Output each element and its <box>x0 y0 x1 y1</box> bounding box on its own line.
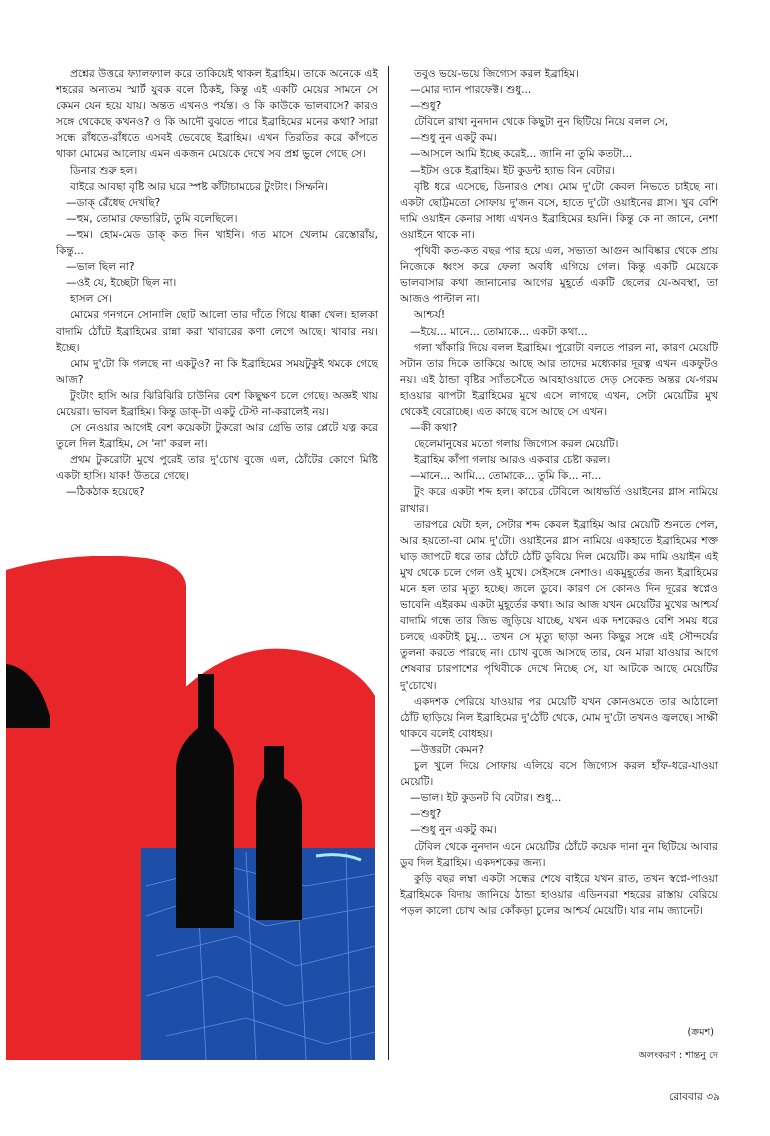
paragraph: তবুও ভয়ে-ভয়ে জিগ্যেস করল ইব্রাহিম। <box>414 68 580 80</box>
paragraph: টেবিলে রাখা নুনদান থেকে কিছুটা নুন ছিটিয়ে নিয়ে বলল সে, <box>414 116 669 129</box>
dialogue-line: —মানে... আমি... তোমাকে... তুমি কি... না... <box>410 470 602 483</box>
dialogue-line: —মোর দ্যান পারফেক্ট। শুধু... <box>410 84 532 97</box>
dialogue-line: —ভাল। ইট কুডনট বি বেটার। শুধু... <box>410 792 562 805</box>
paragraph: তারপরে যেটা হল, সেটার শব্দ কেবল ইব্রাহিম আর মেয়েটি শুনতে পেল, আর হয়তো-বা মোম দু'টো। ওয়াইনের গ্লাস নামিয়ে একহাতে ইব্রাহিমের শক্ত ঘাড় জাপটে ধরে তার ঠোঁটে ঠোঁট ডুবিয়ে দিল মেয়েটি। কম দামি ওয়াইন এই মুখ থেকে চলে গেল ওই মুখে। সেইসঙ্গে নেশাও। একমুহূর্তের জন্য ইব্রাহিমের মনে হল তার মৃত্যু হচ্ছে। জলে ডুবে। কারণ সে কোনও দিন দূরের স্বপ্নেও ভাবেনি এইরকম একটা মুহূর্তের কথা। আর আজ যখন মেয়েটির মুখের আশ্চর্য বাদামি গন্ধে তার জিভ জুড়িয়ে যাচ্ছে, যখন এক দশকেরও বেশি সময় ধরে চলছে একটাই চুমু... তখন সে মৃত্যু ছাড়া অন্য কিছুর সঙ্গে এই সৌন্দর্যের তুলনা করতে পারছে না। চোখ বুজে আসছে তার, যেন মারা যাওয়ার আগে শেষবার চারপাশের পৃথিবীকে দেখে নিচ্ছে সে, যা আটকে আছে মেয়েটির দু'চোখে। <box>400 518 718 692</box>
paragraph: ডিনার শুরু হল। <box>70 164 138 177</box>
dialogue-line: —হুম, তোমার ফেভারিট, তুমি বলেছিলে। <box>66 212 238 225</box>
dialogue-line: —ডাক্ রেঁধেছ দেখছি? <box>66 196 161 209</box>
paragraph: ছেলেমানুষের মতো গলায় জিগ্যেস করল মেয়েটি। <box>414 438 619 451</box>
illustration-credit: অলংকরণ : শান্তনু দে <box>638 1050 718 1061</box>
paragraph: প্রথম টুকরোটা মুখে পুরেই তার দু'চোখ বুজে এল, ঠোঁটের কোণে মিষ্টি একটা হাসি। যাক! উতরে গেছে। <box>56 454 378 483</box>
page-number: রোববার ৩৯ <box>668 1091 720 1103</box>
paragraph: প্রশ্নের উত্তরে ফ্যালফ্যাল করে তাকিয়েই থাকল ইব্রাহিম। তাকে অনেকে এই শহরের অন্যতম স্মার্ট যুবক বলে ঠিকই, কিন্তু এই একটি মেয়ের সামনে সে কেমন যেন হয়ে যায়। অন্তত এখনও পর্যন্ত। ও কি কাউকে ভালবাসে? কারও সঙ্গে থেকেছে কখনও? ও কি আদৌ বুঝতে পারে ইব্রাহিমের মনের কথা? সারা সন্ধে রাঁধতে-রাঁধতে এসবই ভেবেছে ইব্রাহিম। এখন তিরতির করে কাঁপতে থাকা মোমের আলোয় এমন একজন মেয়েকে দেখে সব প্রশ্ন ভুলে গেছে সে। <box>56 68 378 161</box>
dialogue-line: —শুধু নুন একটু কম। <box>410 824 497 837</box>
paragraph: বাইরে আবছা বৃষ্টি আর ঘরে স্পষ্ট কাঁটাচামচের টুংটাং। সিম্ফনি। <box>70 180 329 193</box>
dialogue-line: —ইয়ে... মানে... তোমাকে... একটা কথা... <box>410 325 588 338</box>
paragraph: পৃথিবী কত-কত বছর পার হয়ে এল, সভ্যতা আগুন আবিষ্কার থেকে প্রায় নিজেকে ধ্বংস করে ফেলা অবধি এগিয়ে গেল। কিন্তু একটি মেয়েকে ভালবাসার কথা জানানোর আগের মুহূর্তে একটি ছেলের যে-অবস্থা, তা আজও পাল্টাল না। <box>400 245 718 306</box>
paragraph: কুড়ি বছর লম্বা একটা সন্ধের শেষে বাইরে যখন রাত, তখন স্বপ্নে-পাওয়া ইব্রাহিমকে বিদায় জানিয়ে ঠান্ডা হাওয়ার এডিনবরা শহরের রাস্তায় বেরিয়ে পড়ল কালো চোখ আর কোঁকড়া চুলের আশ্চর্য মেয়েটি। যার নাম জ্যানেট। <box>400 872 718 917</box>
continued-note: (ক্রমশ) <box>687 1027 714 1038</box>
dialogue-line: —উত্তরটা কেমন? <box>410 743 484 756</box>
dialogue-line: —শুধু? <box>410 808 442 821</box>
paragraph: টুং করে একটা শব্দ হল। কাচের টেবিলে আধভর্তি ওয়াইনের গ্লাস নামিয়ে রাখার। <box>400 486 718 515</box>
dialogue-line: —শুধু নুন একটু কম। <box>410 132 497 145</box>
right-column <box>400 66 718 919</box>
left-column <box>56 66 378 501</box>
paragraph: সে নেওয়ার আগেই বেশ কয়েকটা টুকরো আর গ্রেভি তার প্লেটে যত্ন করে তুলে দিল ইব্রাহিম, সে 'না' করল না। <box>56 422 378 451</box>
dialogue-line: —ভাল ছিল না? <box>66 261 135 274</box>
paragraph: আশ্চর্য! <box>414 309 446 322</box>
paragraph: গলা খাঁকারি দিয়ে বলল ইব্রাহিম। পুরোটা বলতে পারল না, কারণ মেয়েটি সটান তার দিকে তাকিয়ে আছে আর তাদের মধ্যেকার দূরত্ব এখন একফুটও নয়। এই ঠান্ডা বৃষ্টির স্যাঁতসেঁতে আবহাওয়াতে দেড় সেকেন্ড অন্তর যে-গরম হাওয়ার ঝাপটা ইব্রাহিমের মুখে এসে লাগছে এখন, সেটা মেয়েটির মুখ থেকেই বেরোচ্ছে। এত কাছে বসে আছে সে এখন। <box>400 341 718 418</box>
dialogue-line: —কী কথা? <box>410 422 458 435</box>
illustration <box>6 556 375 1060</box>
dialogue-line: —ওই যে, ইচ্ছেটা ছিল না। <box>66 277 177 290</box>
paragraph: মোমের গনগনে সোনালি ছোট আলো তার দাঁতে গিয়ে ধাক্কা খেল। হালকা বাদামি ঠোঁটে ইব্রাহিমের রান্না করা খাবারের কণা লেগে আছে। খাবার নয়। ইচ্ছে। <box>56 309 378 354</box>
paragraph: টেবিল থেকে নুনদান এনে মেয়েটির ঠোঁটে কয়েক দানা নুন ছিটিয়ে আবার ডুব দিল ইব্রাহিম। একদশকের জন্য। <box>400 840 718 869</box>
paragraph: হাসল সে। <box>70 293 112 306</box>
dialogue-line: —আসলে আমি ইচ্ছে করেই... জানি না তুমি কতটা... <box>410 148 633 161</box>
paragraph: একদশক পেরিয়ে যাওয়ার পর মেয়েটি যখন কোনওমতে তার আঠালো ঠোঁট ছাড়িয়ে নিল ইব্রাহিমের দু'ঠোঁট থেকে, মোম দু'টো তখনও জ্বলছে। সাক্ষী থাকবে বলেই বোধহয়। <box>400 695 718 740</box>
paragraph: টুংটাং হাসি আর ঝিরিঝিরি চাউনির বেশ কিছুক্ষণ চলে গেছে। অজ্ঞই খায় মেয়েরা। ভাবল ইব্রাহিম। কিন্তু ডাক্-টা একটু টেস্ট না-করালেই নয়। <box>56 389 378 418</box>
dialogue-line: —ঠিকঠাক হয়েছে? <box>66 486 145 499</box>
paragraph: মোম দু'টো কি গলছে না একটুও? না কি ইব্রাহিমের সময়টুকুই থমকে গেছে আজ? <box>56 357 378 386</box>
paragraph: বৃষ্টি ধরে এসেছে, ডিনারও শেষ। মোম দু'টো কেবল নিভতে চাইছে না। একটা ছোট্টমতো সোফায় দু'জন বসে, হাতে দু'টো ওয়াইনের গ্লাস। খুব বেশি দামি ওয়াইন কেনার সাধ্য এখনও ইব্রাহিমের হয়নি। কিন্তু কে না জানে, নেশা ওয়াইনে থাকে না। <box>400 180 718 241</box>
dialogue-line: —ইটস ওকে ইব্রাহিম। ইট কুডন্ট হ্যাভ বিন বেটার। <box>410 164 615 177</box>
paragraph: ইব্রাহিম কাঁপা গলায় আরও একবার চেষ্টা করল। <box>414 454 611 467</box>
dialogue-line: —হুম। হোম-মেড ডাক্ কত দিন খাইনি। গত মাসে খেলাম রেস্তোরাঁয়, কিন্তু... <box>56 228 378 258</box>
column-divider <box>388 66 389 1060</box>
dialogue-line: —শুধু? <box>410 100 442 113</box>
paragraph: চুল খুলে দিয়ে সোফায় এলিয়ে বসে জিগ্যেস করল হাঁফ-ধরে-যাওয়া মেয়েটি। <box>400 760 718 789</box>
